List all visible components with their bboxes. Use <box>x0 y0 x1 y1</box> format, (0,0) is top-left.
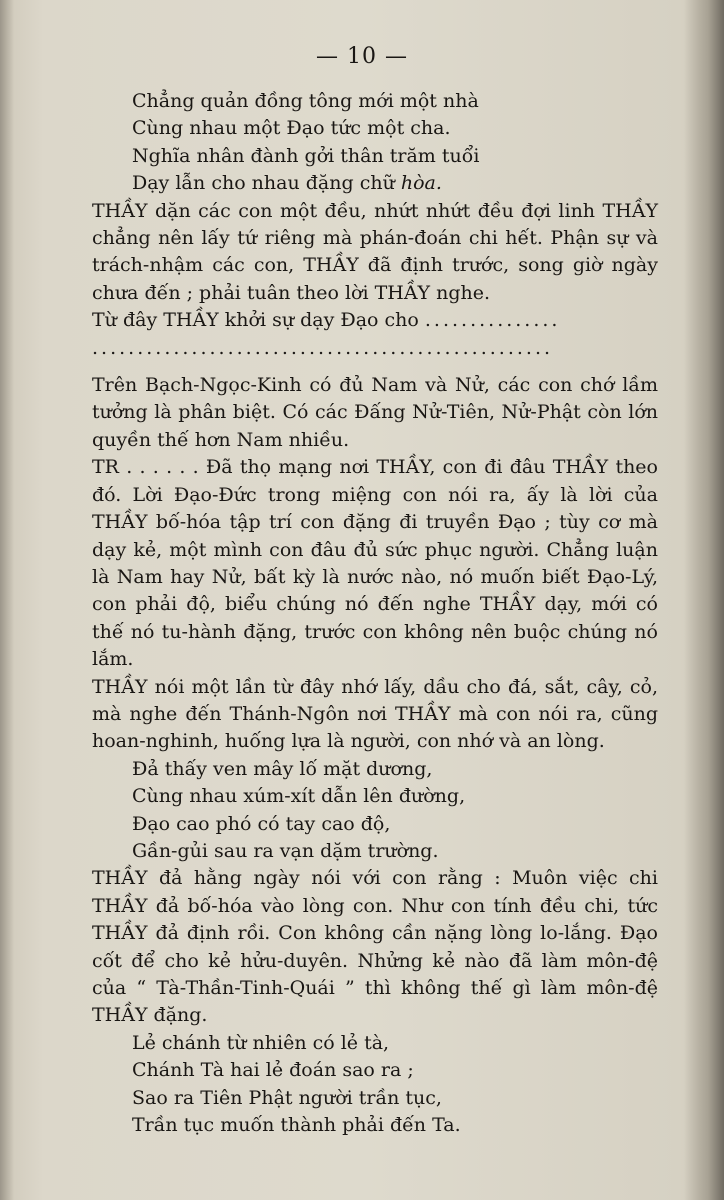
verse-line <box>132 170 658 197</box>
verse-italic-word: hòa. <box>400 172 442 195</box>
verse-line: Trần tục muốn thành phải đến Ta. <box>132 1114 461 1137</box>
verse-line: Nghĩa nhân đành gởi thân trăm tuổi <box>132 144 480 167</box>
verse-line: Đạo cao phó có tay cao độ, <box>132 812 391 835</box>
dotted-line: ................................................... <box>92 336 554 359</box>
paragraph-3: Trên Bạch-Ngọc-Kinh có đủ Nam và Nử, các con chớ lầm tưởng là phân biệt. Có các Đấng Nử-Tiên, Nử-Phật còn lớn quyền thế hơn Nam nhiều. <box>92 374 658 451</box>
page-number: — 10 — <box>316 44 408 69</box>
verse-1 <box>92 88 658 198</box>
paragraph-6: THẦY đả hằng ngày nói với con rằng : Muôn việc chi THẦY đả bố-hóa vào lòng con. Như con tính đều chi, tức THẦY đả định rồi. Con không cần nặng lòng lo-lắng. Đạo cốt để cho kẻ hửu-duyên. Nhửng kẻ nào đã làm môn-đệ của “ Tà-Thần-Tinh-Quái ” thì không thế gì làm môn-đệ THẦY đặng. <box>92 867 658 1027</box>
dotted-leader: ............... <box>424 309 561 332</box>
paragraph-5: THẦY nói một lần từ đây nhớ lấy, dầu cho đá, sắt, cây, cỏ, mà nghe đến Thánh-Ngôn nơi THẦY mà con nói ra, cũng hoan-nghinh, huống lựa là người, con nhớ và an lòng. <box>92 675 658 753</box>
verse-2 <box>92 756 658 866</box>
verse-line: Chánh Tà hai lẻ đoán sao ra ; <box>132 1059 414 1082</box>
verse-line: Cùng nhau xúm-xít dẫn lên đường, <box>132 785 466 808</box>
verse-line: Đả thấy ven mây lố mặt dương, <box>132 757 433 780</box>
verse-line: Sao ra Tiên Phật người trần tục, <box>132 1086 442 1109</box>
verse-line: Chẳng quản đồng tông mới một nhà <box>132 90 479 112</box>
verse-line: Cùng nhau một Đạo tức một cha. <box>132 117 451 140</box>
verse-line: Gần-gủi sau ra vạn dặm trường. <box>132 839 439 862</box>
page-edge-shadow <box>684 0 724 1200</box>
verse-line: Lẻ chánh từ nhiên có lẻ tà, <box>132 1031 390 1054</box>
verse-3 <box>92 1030 658 1140</box>
paragraph-4: TR . . . . . . Đã thọ mạng nơi THẦY, con đi đâu THẦY theo đó. Lời Đạo-Đức trong miệng con nói ra, ấy là lời của THẦY bố-hóa tập trí con đặng đi truyền Đạo ; tùy cơ mà dạy kẻ, một mình con đâu đủ sức phục người. Chẳng luận là Nam hay Nử, bất kỳ là nước nào, nó muốn biết Đạo-Lý, con phải độ, biểu chúng nó đến nghe THẦY dạy, mới có thế nó tu-hành đặng, trước con không nên buộc chúng nó lắm. <box>92 456 658 671</box>
verse-line-text: Dạy lẫn cho nhau đặng chữ <box>132 172 401 195</box>
spacer <box>92 362 658 372</box>
page-body <box>92 88 658 1139</box>
paragraph-2 <box>92 307 658 334</box>
paragraph-2-text: Từ đây THẦY khởi sự dạy Đạo cho <box>92 309 419 332</box>
page-binding-shadow <box>0 0 14 1200</box>
paragraph-1: THẦY dặn các con một đều, nhứt nhứt đều đợi linh THẦY chẳng nên lấy tứ riêng mà phán-đoán chi hết. Phận sự và trách-nhậm các con, THẦY đã định trước, song giờ ngày chưa đến ; phải tuân theo lời THẦY nghe. <box>92 199 658 304</box>
